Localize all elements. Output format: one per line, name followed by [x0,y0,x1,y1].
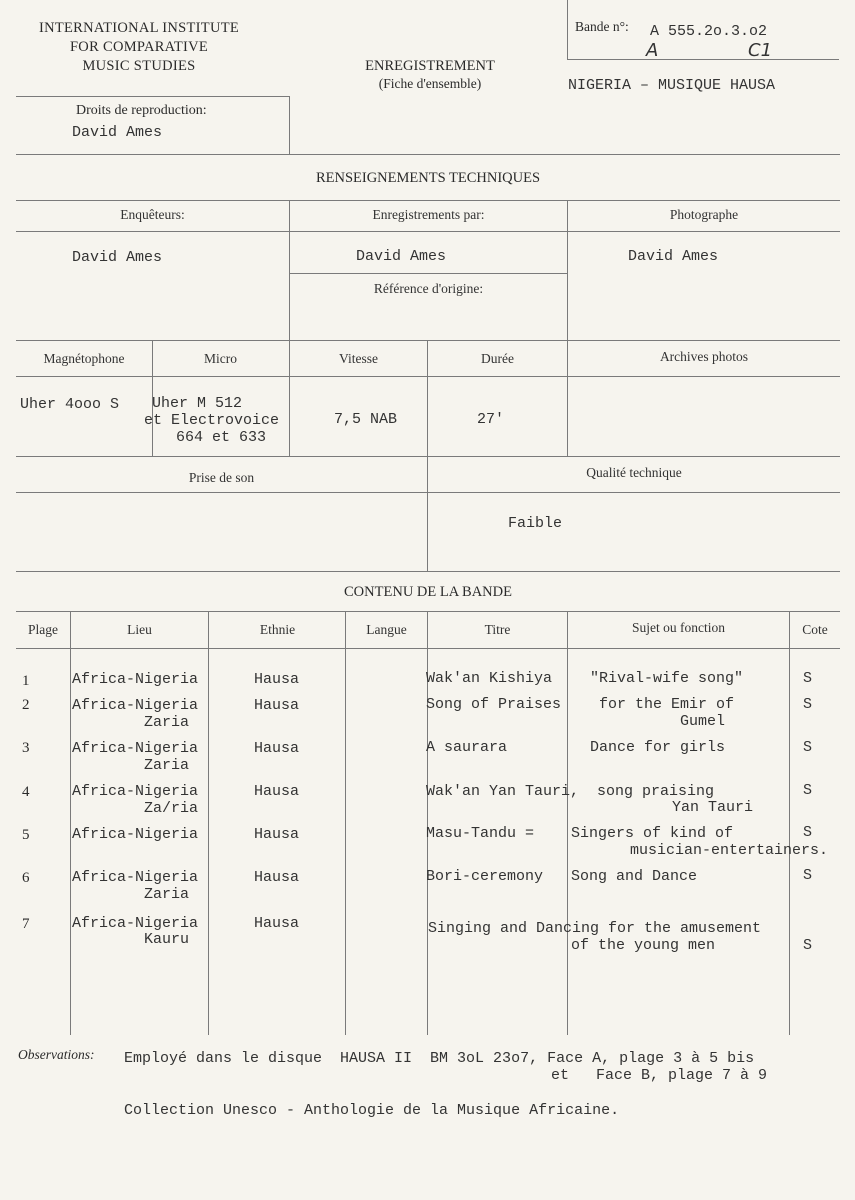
row-2-cote: S [803,696,813,713]
magnetophone-value: Uher 4ooo S [20,396,120,413]
row-3-lieu-sub: Zaria [144,757,190,774]
bande-number: A 555.2o.3.o2 [650,23,768,40]
row-1-sujet: "Rival-wife song" [590,670,744,687]
row-2-sujet-sub: Gumel [680,713,726,730]
row-3-lieu: Africa-Nigeria [72,740,199,757]
institute-name [14,19,264,76]
row-3-sujet: Dance for girls [590,739,726,756]
row-1-cote: S [803,670,813,687]
micro-value-line-2: et Electrovoice [144,412,280,429]
row-6-sujet: Song and Dance [571,868,698,885]
row-3-titre: A saurara [426,739,508,756]
row-2-sujet: for the Emir of [599,696,735,713]
row-6-lieu-sub: Zaria [144,886,190,903]
enqueteurs-value: David Ames [72,249,163,266]
observations-line-2: et Face B, plage 7 à 9 [551,1067,768,1084]
row-7-cote: S [803,937,813,954]
institute-line-1: INTERNATIONAL INSTITUTE [38,20,240,36]
reference-label: Référence d'origine: [373,281,484,296]
row-5-plage: 5 [22,827,30,843]
header-titre: Titre [484,622,511,637]
enregistrements-label: Enregistrements par: [372,207,485,222]
vitesse-value: 7,5 NAB [334,411,398,428]
row-2-lieu-sub: Zaria [144,714,190,731]
row-1-titre: Wak'an Kishiya [426,670,553,687]
observations-line-1: Employé dans le disque HAUSA II BM 3oL 23o7, Face A, plage 3 à 5 bis [124,1050,755,1067]
duree-label: Durée [481,351,514,366]
header-sujet: Sujet ou fonction [632,620,725,635]
qualite-label: Qualité technique [586,465,682,480]
bande-handwritten-a: A [646,40,659,61]
observations-line-3: Collection Unesco - Anthologie de la Musique Africaine. [124,1102,620,1119]
record-title: ENREGISTREMENT [365,58,495,74]
micro-label: Micro [204,351,237,366]
record-heading [340,58,520,92]
header-ethnie: Ethnie [259,622,296,637]
bande-handwritten-c1: C1 [748,40,773,61]
row-7-lieu-sub: Kauru [144,931,190,948]
row-7-lieu: Africa-Nigeria [72,915,199,932]
row-4-cote: S [803,782,813,799]
row-2-lieu: Africa-Nigeria [72,697,199,714]
country-music: NIGERIA – MUSIQUE HAUSA [568,77,776,94]
row-7-titre: Singing and Dancing for the amusement [428,920,762,937]
row-4-sujet-sub: Yan Tauri [672,799,754,816]
row-5-lieu: Africa-Nigeria [72,826,199,843]
row-7-plage: 7 [22,916,30,932]
header-lieu: Lieu [127,622,152,637]
duree-value: 27' [477,411,505,428]
row-5-sujet: Singers of kind of [571,825,734,842]
row-4-sujet: song praising [597,783,715,800]
micro-value-line-1: Uher M 512 [152,395,243,412]
row-5-titre: Masu-Tandu = [426,825,535,842]
row-7-ethnie: Hausa [254,915,300,932]
row-6-ethnie: Hausa [254,869,300,886]
row-2-ethnie: Hausa [254,697,300,714]
vitesse-label: Vitesse [339,351,378,366]
institute-line-2: FOR COMPARATIVE [69,39,209,55]
row-3-ethnie: Hausa [254,740,300,757]
row-4-titre: Wak'an Yan Tauri, [426,783,580,800]
row-3-cote: S [803,739,813,756]
row-4-lieu: Africa-Nigeria [72,783,199,800]
row-3-plage: 3 [22,740,30,756]
row-2-plage: 2 [22,697,30,713]
institute-line-3: MUSIC STUDIES [82,58,196,74]
row-6-plage: 6 [22,870,30,886]
row-4-ethnie: Hausa [254,783,300,800]
header-langue: Langue [366,622,407,637]
row-6-lieu: Africa-Nigeria [72,869,199,886]
photographe-value: David Ames [628,248,719,265]
contents-title: CONTENU DE LA BANDE [344,584,512,600]
enregistrements-value: David Ames [356,248,447,265]
micro-value-line-3: 664 et 633 [176,429,267,446]
row-2-titre: Song of Praises [426,696,562,713]
enqueteurs-label: Enquêteurs: [120,207,185,222]
row-1-lieu: Africa-Nigeria [72,671,199,688]
row-1-plage: 1 [22,673,30,689]
row-6-cote: S [803,867,813,884]
magnetophone-label: Magnétophone [43,351,125,366]
rights-label: Droits de reproduction: [76,103,207,118]
row-4-lieu-sub: Za/ria [144,800,199,817]
header-plage: Plage [28,622,58,637]
row-6-titre: Bori-ceremony [426,868,544,885]
header-cote: Cote [802,622,828,637]
row-1-ethnie: Hausa [254,671,300,688]
row-5-ethnie: Hausa [254,826,300,843]
rights-value: David Ames [72,124,163,141]
bande-label: Bande n°: [575,19,629,34]
row-5-sujet-sub: musician-entertainers. [630,842,829,859]
photographe-label: Photographe [669,207,739,222]
qualite-value: Faible [508,515,563,532]
row-5-cote: S [803,824,813,841]
row-7-sujet-sub: of the young men [571,937,716,954]
archives-label: Archives photos [659,349,749,364]
technical-title: RENSEIGNEMENTS TECHNIQUES [315,170,541,186]
row-4-plage: 4 [22,784,30,800]
prise-label: Prise de son [188,470,255,485]
observations-label: Observations: [18,1047,95,1062]
record-subtitle: (Fiche d'ensemble) [378,76,482,91]
